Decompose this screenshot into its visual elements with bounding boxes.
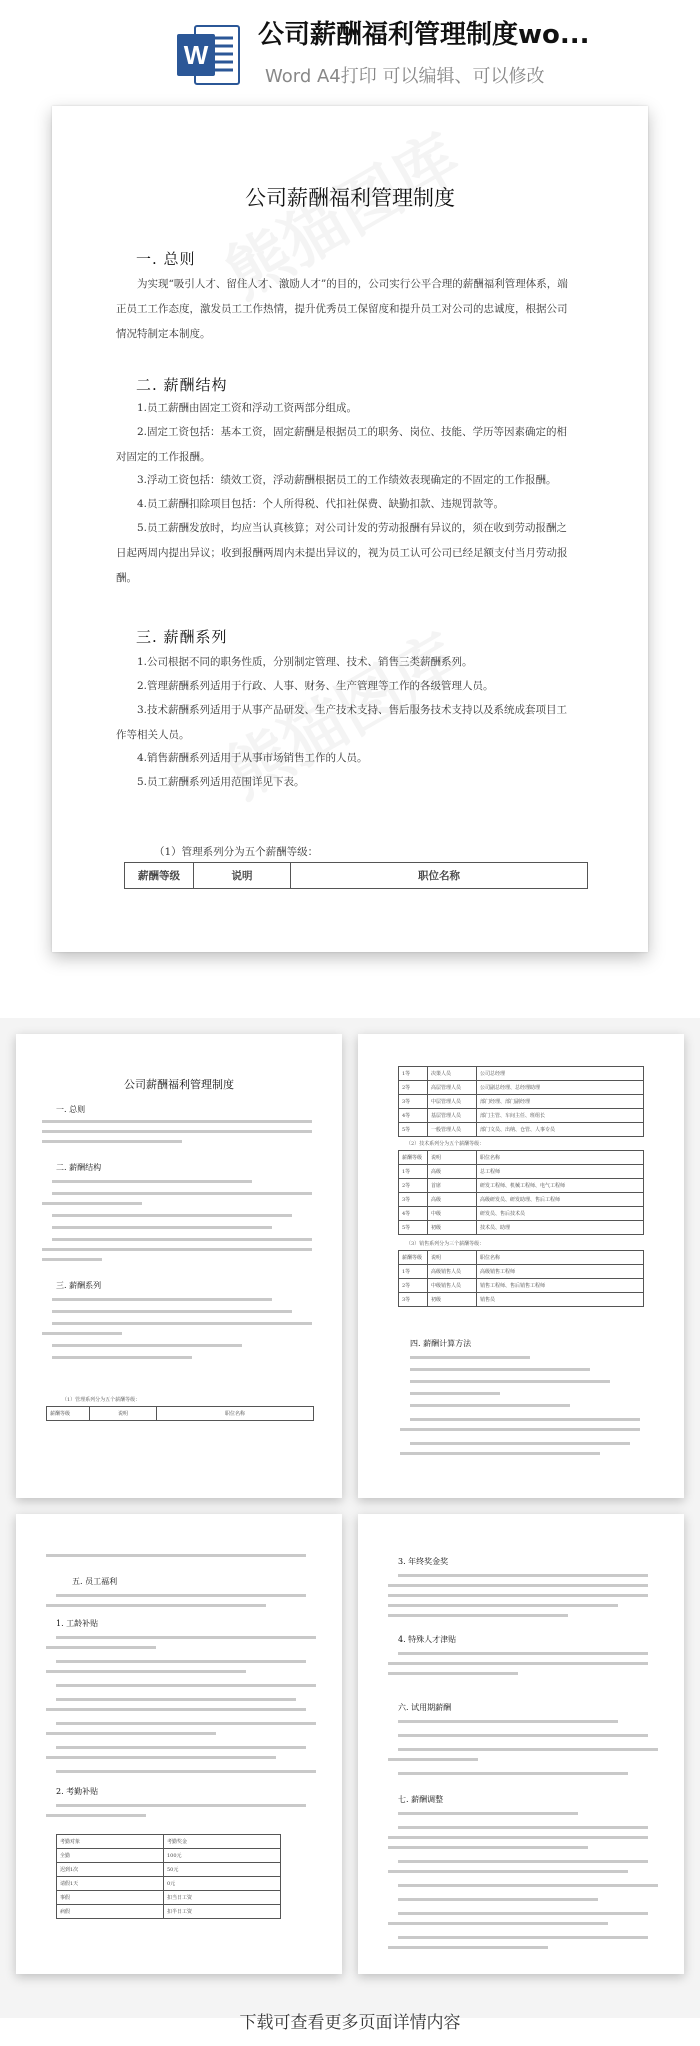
table-cell: 4等 (399, 1109, 428, 1123)
thumb-table (398, 1250, 644, 1307)
thumb-heading: 2. 考勤补贴 (56, 1787, 99, 1796)
table-cell: 扣半日工资 (164, 1905, 281, 1919)
table-cell: 研发员、售后技术员 (477, 1207, 644, 1221)
thumb-heading: 五. 员工福利 (72, 1577, 118, 1586)
table-cell: 说明 (428, 1151, 477, 1165)
word-doc-icon (175, 22, 241, 88)
table-cell: 高层管理人员 (428, 1081, 477, 1095)
table-cell: 首席 (428, 1179, 477, 1193)
list-item: 4.销售薪酬系列适用于从事市场销售工作的人员。 (137, 752, 368, 764)
salary-grade-table (124, 862, 588, 889)
table-cell: 100元 (164, 1849, 281, 1863)
table-header-cell: 职位名称 (291, 863, 588, 889)
table-cell: 1等 (399, 1165, 428, 1179)
header (0, 0, 700, 100)
table-cell: 5等 (399, 1123, 428, 1137)
table-cell: 高级销售工程师 (477, 1265, 644, 1279)
table-header-cell: 考勤对象 (57, 1835, 164, 1849)
table-cell: 一般管理人员 (428, 1123, 477, 1137)
table-cell: 迟到1次 (57, 1863, 164, 1877)
list-item: 1.公司根据不同的职务性质，分别制定管理、技术、销售三类薪酬系列。 (137, 656, 473, 668)
table-cell: 1等 (399, 1067, 428, 1081)
table-cell: 2等 (399, 1081, 428, 1095)
page-thumbnail-3[interactable] (16, 1514, 342, 1974)
table-cell: 初级 (428, 1293, 477, 1307)
table-cell: 3等 (399, 1095, 428, 1109)
main-page-preview[interactable] (52, 106, 648, 952)
table-cell: 薪酬等级 (399, 1251, 428, 1265)
table-cell: 3等 (399, 1293, 428, 1307)
table-cell: 部门主管、车间主任、班组长 (477, 1109, 644, 1123)
table-cell: 公司总经理 (477, 1067, 644, 1081)
table-cell: 2等 (399, 1279, 428, 1293)
table-header-cell: 考勤奖金 (164, 1835, 281, 1849)
table-header-cell: 薪酬等级 (125, 863, 194, 889)
section-heading: 二. 薪酬结构 (136, 376, 228, 394)
table-cell: 技术员、助理 (477, 1221, 644, 1235)
table-cell: 50元 (164, 1863, 281, 1877)
thumb-heading: 3. 年终奖金奖 (398, 1557, 449, 1566)
table-cell: 中级 (428, 1207, 477, 1221)
list-item: 1.员工薪酬由固定工资和浮动工资两部分组成。 (137, 402, 358, 414)
section-heading: 一. 总则 (136, 250, 196, 268)
list-item: 4.员工薪酬扣除项目包括：个人所得税、代扣社保费、缺勤扣款、违规罚款等。 (137, 498, 505, 510)
page-title: 公司薪酬福利管理制度 (245, 186, 455, 210)
table-cell: 职位名称 (477, 1251, 644, 1265)
table-cell: 职位名称 (477, 1151, 644, 1165)
table-cell: 全勤 (57, 1849, 164, 1863)
page-thumbnail-1[interactable] (16, 1034, 342, 1498)
thumb-heading: 六. 试用期薪酬 (398, 1703, 452, 1712)
list-item: 2.管理薪酬系列适用于行政、人事、财务、生产管理等工作的各级管理人员。 (137, 680, 494, 692)
section-heading: 三. 薪酬系列 (136, 628, 228, 646)
table-cell: 总工程师 (477, 1165, 644, 1179)
thumb-heading: 三. 薪酬系列 (56, 1281, 102, 1290)
thumb-heading: 四. 薪酬计算方法 (410, 1339, 472, 1348)
table-cell: 5等 (399, 1221, 428, 1235)
thumb-heading: 一. 总则 (56, 1105, 86, 1114)
document-subtitle: Word A4打印 可以编辑、可以修改 (265, 66, 545, 87)
table-cell: 高级研发员、研发助理、售后工程师 (477, 1193, 644, 1207)
table-cell: 3等 (399, 1193, 428, 1207)
table-cell: 高级 (428, 1193, 477, 1207)
thumb-title: 公司薪酬福利管理制度 (124, 1078, 234, 1091)
list-item: 3.技术薪酬系列适用于从事产品研发、生产技术支持、售后服务技术支持以及系统成套项目工作等相关人员。 (116, 704, 568, 741)
thumb-caption: （1）管理系列分为五个薪酬等级： (62, 1397, 141, 1403)
table-cell: 基层管理人员 (428, 1109, 477, 1123)
table-cell: 1等 (399, 1265, 428, 1279)
table-cell: 4等 (399, 1207, 428, 1221)
list-item: 3.浮动工资包括：绩效工资，浮动薪酬根据员工的工作绩效表现确定的不固定的工作报酬。 (137, 474, 557, 486)
thumb-table (398, 1066, 644, 1137)
table-cell: 决策人员 (428, 1067, 477, 1081)
thumb-table (398, 1150, 644, 1235)
table-header-cell: 薪酬等级 (47, 1407, 90, 1421)
table-cell: 高级销售人员 (428, 1265, 477, 1279)
table-cell: 说明 (428, 1251, 477, 1265)
thumb-caption: （3）销售系列分为三个薪酬等级： (406, 1241, 485, 1247)
table-cell: 2等 (399, 1179, 428, 1193)
table-cell: 初级 (428, 1221, 477, 1235)
table-cell: 公司副总经理、总经理助理 (477, 1081, 644, 1095)
table-cell: 事假 (57, 1891, 164, 1905)
table-header-cell: 说明 (194, 863, 291, 889)
table-cell: 高级 (428, 1165, 477, 1179)
table-cell: 请假1天 (57, 1877, 164, 1891)
table-cell: 销售员 (477, 1293, 644, 1307)
svg-text:W: W (183, 40, 209, 70)
thumb-heading: 二. 薪酬结构 (56, 1163, 102, 1172)
table-cell: 销售工程师、售后销售工程师 (477, 1279, 644, 1293)
thumb-table (56, 1834, 281, 1919)
table-header-cell: 说明 (90, 1407, 157, 1421)
document-title: 公司薪酬福利管理制度wo... (258, 20, 590, 50)
download-more-link[interactable]: 下载可查看更多页面详情内容 (239, 2013, 461, 2033)
table-cell: 0元 (164, 1877, 281, 1891)
table-cell: 部门文员、出纳、仓管、人事专员 (477, 1123, 644, 1137)
thumb-caption: （2）技术系列分为五个薪酬等级： (406, 1141, 485, 1147)
thumb-heading: 1. 工龄补贴 (56, 1619, 99, 1628)
table-cell: 薪酬等级 (399, 1151, 428, 1165)
page-thumbnail-4[interactable] (358, 1514, 684, 1974)
table-header-cell: 职位名称 (157, 1407, 314, 1421)
page-thumbnail-2[interactable] (358, 1034, 684, 1498)
list-item: 5.员工薪酬系列适用范围详见下表。 (137, 776, 305, 788)
table-cell: 研发工程师、机械工程师、电气工程师 (477, 1179, 644, 1193)
table-cell: 部门经理、部门副经理 (477, 1095, 644, 1109)
table-cell: 中级销售人员 (428, 1279, 477, 1293)
thumb-heading: 七. 薪酬调整 (398, 1795, 444, 1804)
table-caption: （1）管理系列分为五个薪酬等级： (154, 846, 319, 858)
table-cell: 病假 (57, 1905, 164, 1919)
list-item: 5.员工薪酬发放时，均应当认真核算；对公司计发的劳动报酬有异议的，须在收到劳动报酬之日起两周内提出异议；收到报酬两周内未提出异议的，视为员工认可公司已经足额支付当月劳动报酬。 (116, 522, 568, 584)
thumb-heading: 4. 特殊人才津贴 (398, 1635, 457, 1644)
list-item: 2.固定工资包括：基本工资，固定薪酬是根据员工的职务、岗位、技能、学历等因素确定的相对固定的工作报酬。 (116, 426, 568, 463)
thumb-table (46, 1406, 314, 1421)
table-cell: 中层管理人员 (428, 1095, 477, 1109)
paragraph: 为实现“吸引人才、留住人才、激励人才”的目的，公司实行公平合理的薪酬福利管理体系，端正员工工作态度，激发员工工作热情，提升优秀员工保留度和提升员工对公司的忠诚度，根据公司情况特制定本制度。 (116, 278, 568, 340)
table-cell: 扣当日工资 (164, 1891, 281, 1905)
